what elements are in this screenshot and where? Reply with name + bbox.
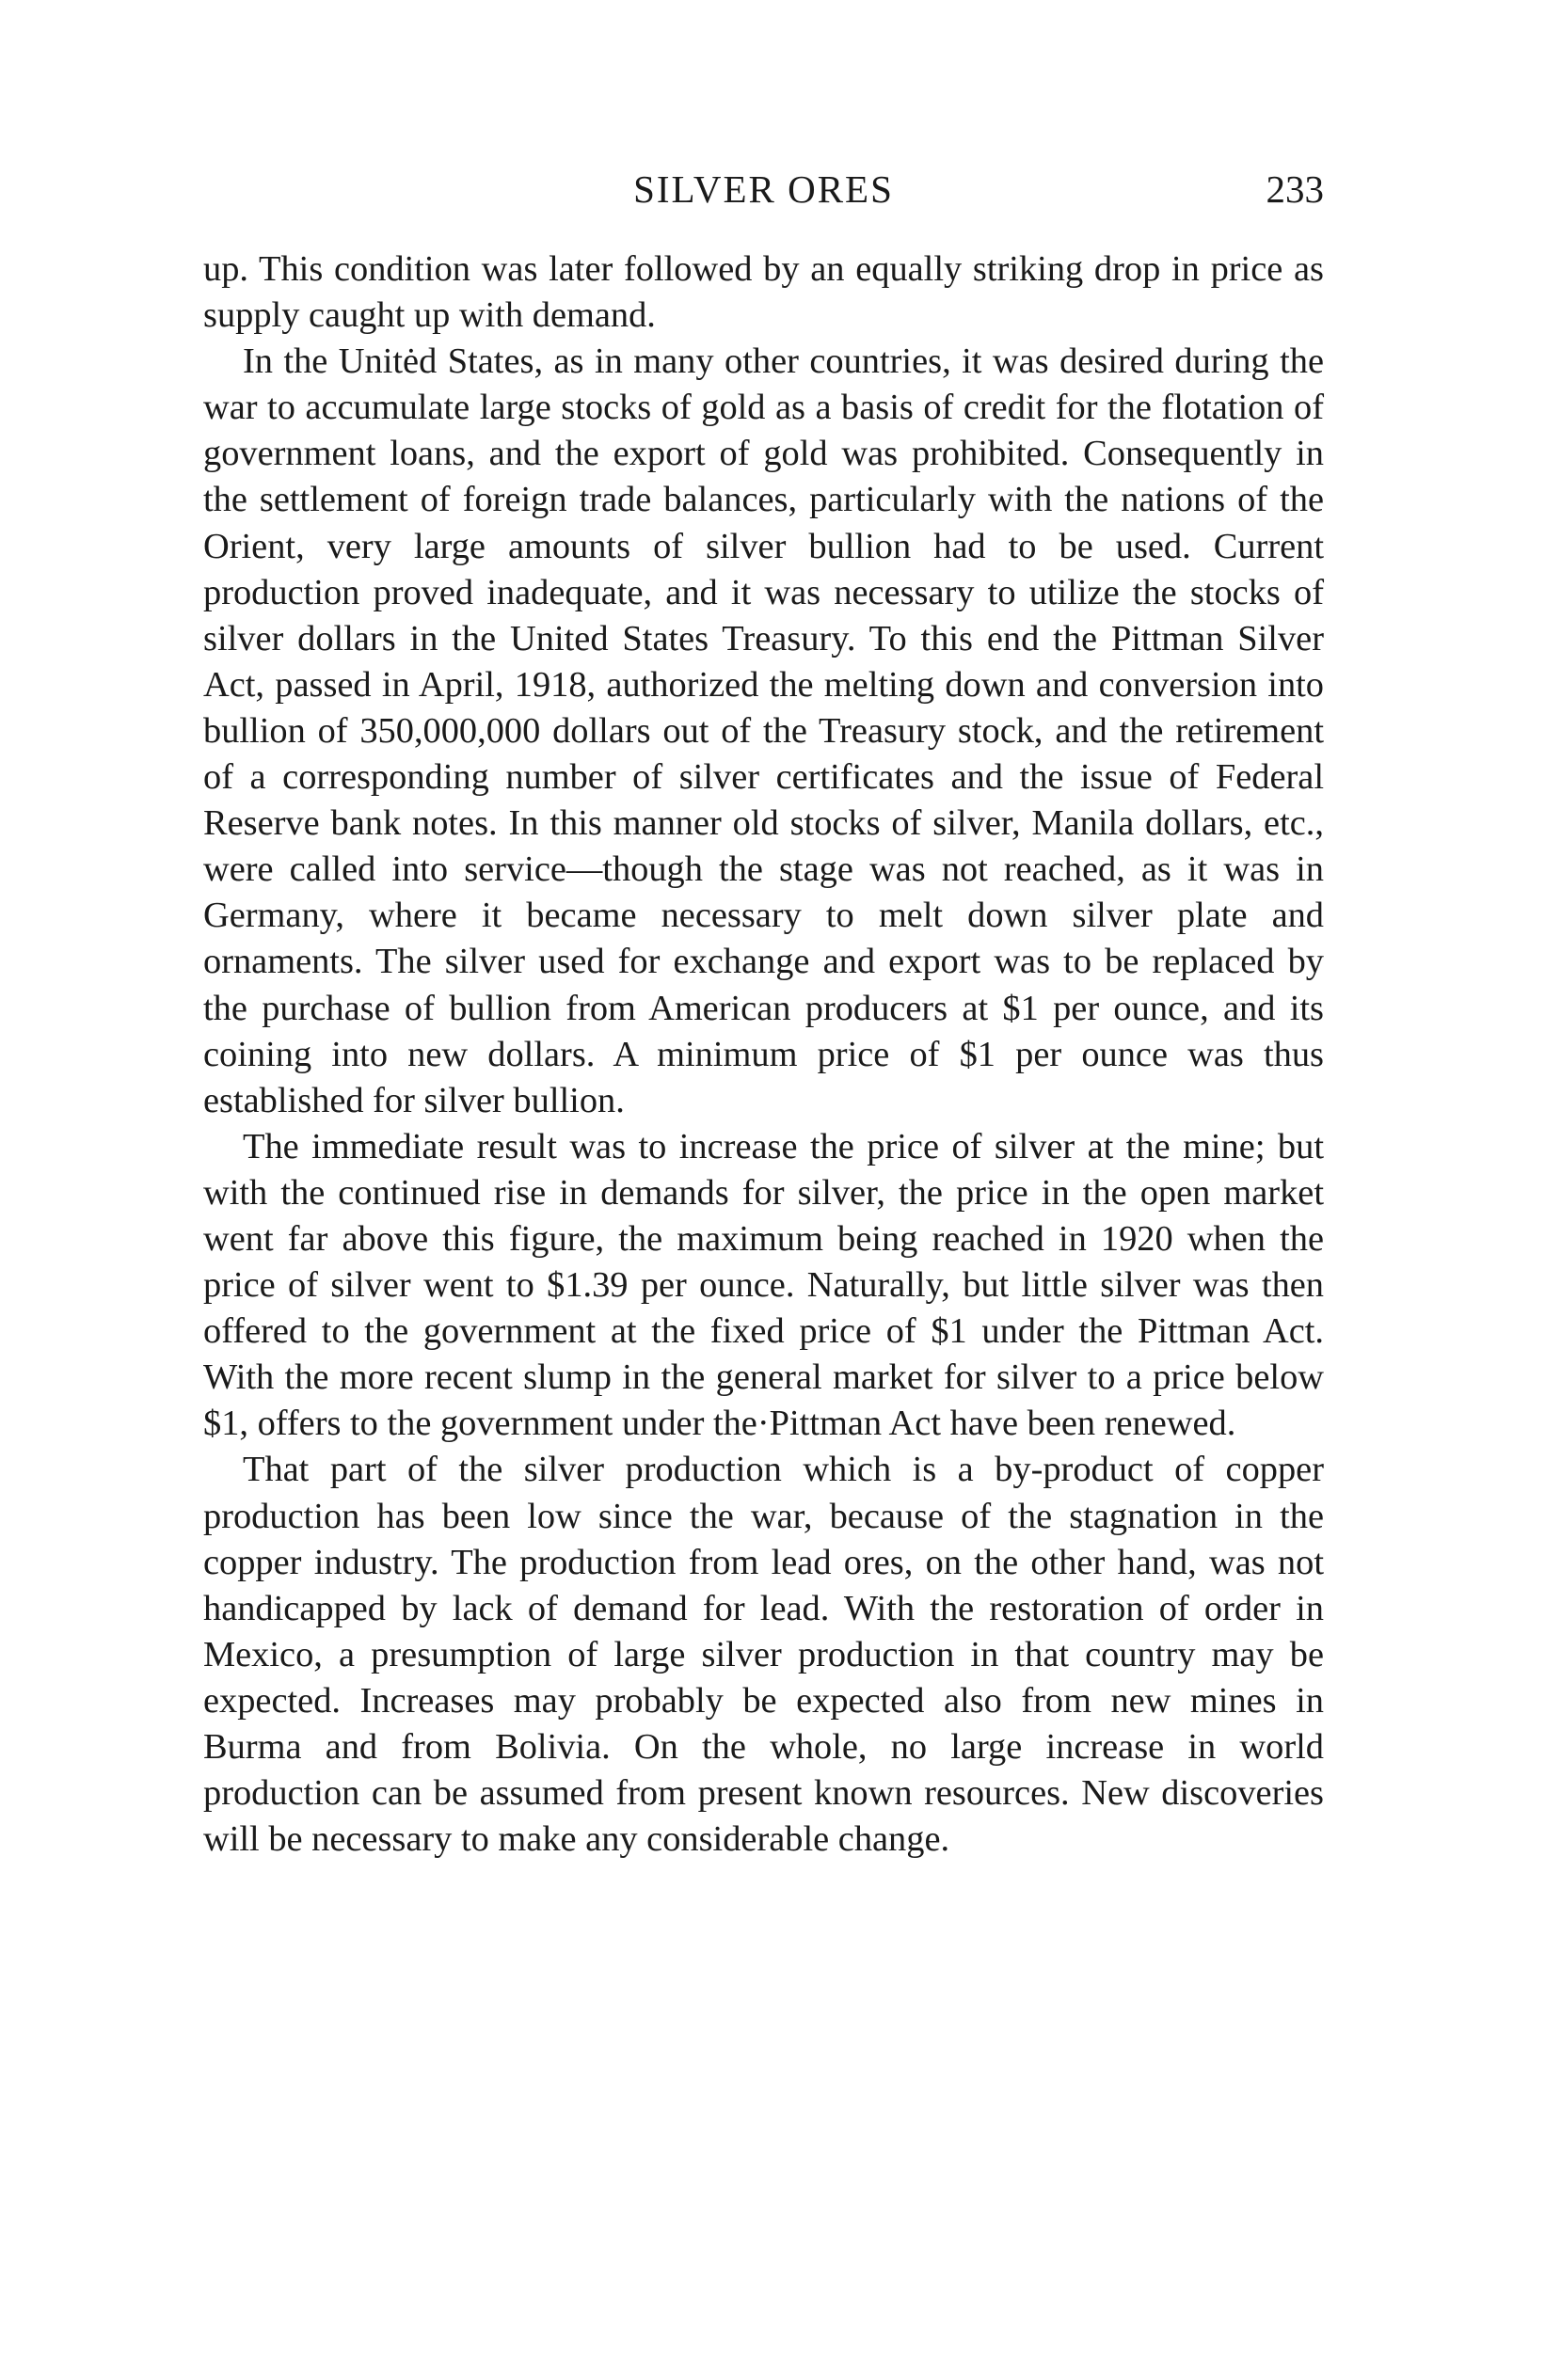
paragraph-wartime-silver: In the Unitėd States, as in many other countries, it was desired during the war to accumulate large stocks of gold as a basis of credit for the flotation of government loans, and the export of gold was prohibited. Consequently in the settlement of foreign trade balances, particularly with the nations of the Orient, very large amounts of silver bullion had to be used. Current production proved inadequate, and it was necessary to utilize the stocks of silver dollars in the United States Treasury. To this end the Pittman Silver Act, passed in April, 1918, authorized the melting down and conversion into bullion of 350,000,000 dollars out of the Treasury stock, and the retirement of a corresponding number of silver certificates and the issue of Federal Reserve bank notes. In this manner old stocks of silver, Manila dollars, etc., were called into service—though the stage was not reached, as it was in Germany, where it became necessary to melt down silver plate and ornaments. The silver used for exchange and export was to be replaced by the purchase of bullion from American producers at $1 per ounce, and its coining into new dollars. A minimum price of $1 per ounce was thus established for silver bullion. bbox=[203, 341, 1324, 1120]
paragraph-price-result: The immediate result was to increase the price of silver at the mine; but with the continued rise in demands for silver, the price in the open market went far above this figure, the maximum being reached in 1920 when the price of silver went to $1.39 per ounce. Naturally, but little silver was then offered to the government at the fixed price of $1 under the Pittman Act. With the more recent slump in the general market for silver to a price below $1, offers to the government under the·Pittman Act have been renewed. bbox=[203, 1126, 1324, 1444]
running-head bbox=[203, 166, 1324, 213]
paragraph-continuation: up. This condition was later followed by an equally striking drop in price as supply caught up with demand. bbox=[203, 249, 1324, 336]
page-number: 233 bbox=[1266, 167, 1324, 211]
running-head-title: SILVER ORES bbox=[633, 167, 894, 211]
body-text bbox=[203, 246, 1324, 1863]
paragraph-production-outlook: That part of the silver production which is a by-product of copper production has been low since the war, because of the stagnation in the copper industry. The production from lead ores, on the other hand, was not handicapped by lack of demand for lead. With the restoration of order in Mexico, a presumption of large silver production in that country may be expected. Increases may probably be expected also from new mines in Burma and from Bolivia. On the whole, no large increase in world production can be assumed from present known resources. New discoveries will be necessary to make any considerable change. bbox=[203, 1450, 1324, 1860]
